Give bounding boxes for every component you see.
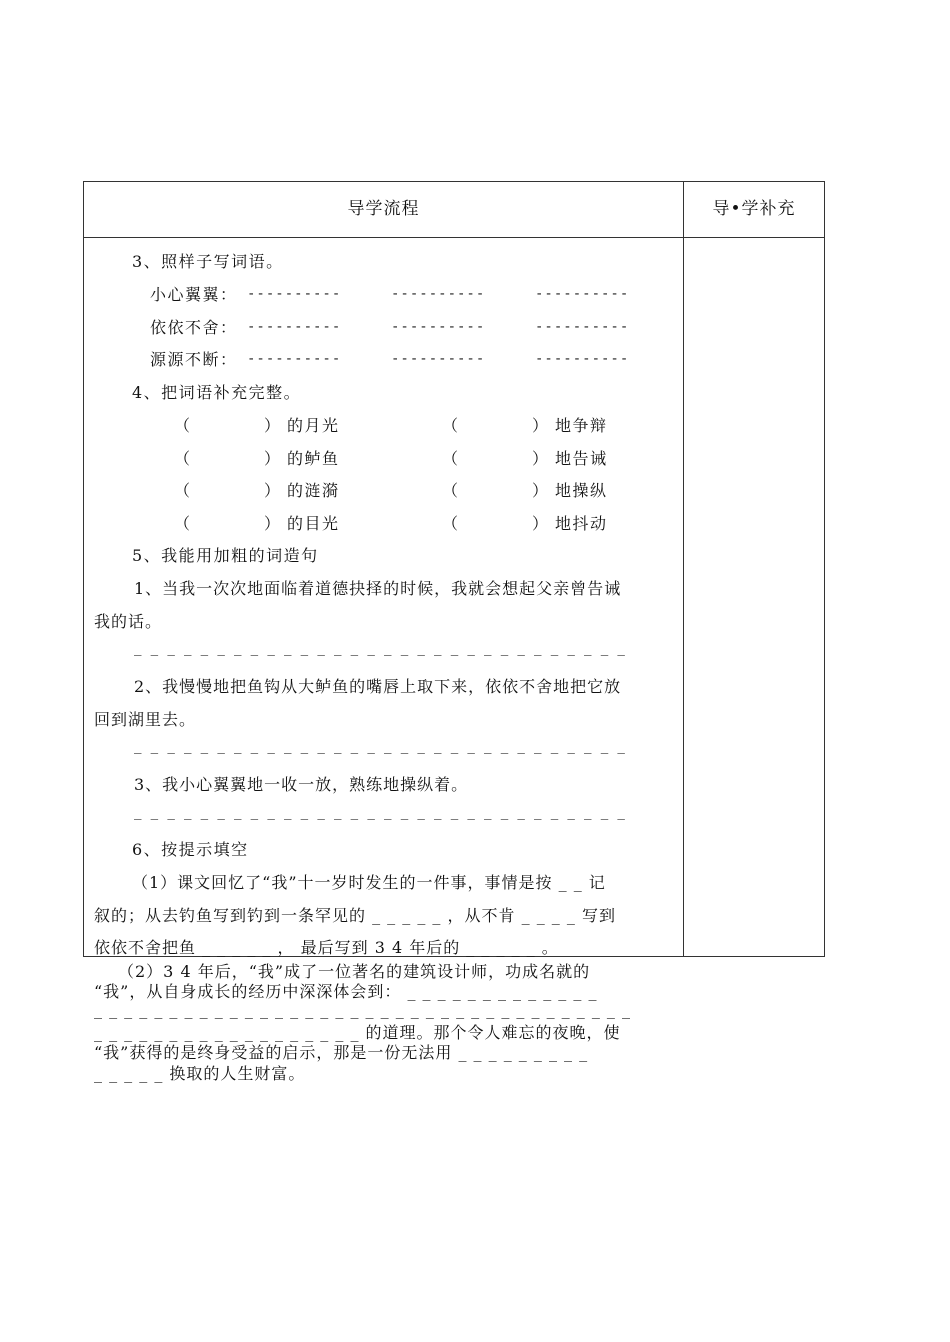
s3-blank-1c[interactable]: ---------- (535, 286, 630, 302)
column-divider (683, 182, 684, 956)
s6-p1-line2: 叙的；从去钓鱼写到钓到一条罕见的 _ _ _ _ _ ，从不肯 _ _ _ _ 写到 (94, 906, 616, 925)
s4-left-close-1: ） (264, 416, 282, 435)
s5-q1-line2: 我的话。 (94, 612, 163, 631)
s3-label-1: 小心翼翼： (150, 285, 238, 304)
s3-blank-2b[interactable]: ---------- (391, 319, 486, 335)
s5-q3-line1: 3、我小心翼翼地一收一放，熟练地操纵着。 (134, 775, 469, 794)
s5-q3-answer-line[interactable]: _ _ _ _ _ _ _ _ _ _ _ _ _ _ _ _ _ _ _ _ _ _ _ _ _ _ _ _ _ _ (134, 802, 628, 820)
s4-right-word-4: 地抖动 (555, 514, 608, 533)
s4-left-open-3: （ (174, 481, 192, 500)
s6-p2-line5: “我”获得的是终身受益的启示，那是一份无法用 _ _ _ _ _ _ _ _ _ (94, 1043, 589, 1062)
s4-right-open-1: （ (442, 416, 460, 435)
s3-blank-3a[interactable]: ---------- (247, 351, 342, 367)
s4-left-close-4: ） (264, 514, 282, 533)
s4-left-open-1: （ (174, 416, 192, 435)
s5-q2-answer-line[interactable]: _ _ _ _ _ _ _ _ _ _ _ _ _ _ _ _ _ _ _ _ _ _ _ _ _ _ _ _ _ _ (134, 736, 628, 754)
s6-p2-line1: （2）3 4 年后，“我”成了一位著名的建筑设计师，功成名就的 (118, 962, 591, 981)
header-main: 导学流程 (347, 199, 420, 219)
s4-right-open-3: （ (442, 481, 460, 500)
header-side: 导•学补充 (712, 199, 796, 219)
s6-p1-line1: （1）课文回忆了“我”十一岁时发生的一件事，事情是按 _ _ 记 (132, 873, 606, 892)
s4-left-word-2: 的鲈鱼 (287, 449, 340, 468)
s4-left-word-1: 的月光 (287, 416, 340, 435)
s4-left-close-3: ） (264, 481, 282, 500)
s3-blank-3b[interactable]: ---------- (391, 351, 486, 367)
section-6-title: 6、按提示填空 (132, 840, 249, 859)
s3-label-3: 源源不断： (150, 350, 238, 369)
s4-left-word-4: 的目光 (287, 514, 340, 533)
s3-blank-3c[interactable]: ---------- (535, 351, 630, 367)
s6-p2-line3: _ _ _ _ _ _ _ _ _ _ _ _ _ _ _ _ _ _ _ _ _ _ _ _ _ _ _ _ _ _ _ _ _ _ _ _ (94, 1000, 632, 1019)
s3-blank-2a[interactable]: ---------- (247, 319, 342, 335)
s3-blank-1b[interactable]: ---------- (391, 286, 486, 302)
s5-q1-line1: 1、当我一次次地面临着道德抉择的时候，我就会想起父亲曾告诫 (134, 579, 622, 598)
s6-p1-line3: 依依不舍把鱼 _ _ _ _ _ ， 最后写到 3 4 年后的 _ _ _ _ _ 。 (94, 938, 559, 957)
s4-left-open-4: （ (174, 514, 192, 533)
s4-right-open-2: （ (442, 449, 460, 468)
s4-right-word-2: 地告诫 (555, 449, 608, 468)
s4-right-word-1: 地争辩 (555, 416, 608, 435)
s5-q2-line1: 2、我慢慢地把鱼钩从大鲈鱼的嘴唇上取下来，依依不舍地把它放 (134, 677, 622, 696)
s4-left-open-2: （ (174, 449, 192, 468)
section-5-title: 5、我能用加粗的词造句 (132, 546, 319, 565)
s4-right-close-1: ） (532, 416, 550, 435)
s6-p2-line6: _ _ _ _ _ 换取的人生财富。 (94, 1064, 306, 1083)
s4-left-word-3: 的涟漪 (287, 481, 340, 500)
s4-left-close-2: ） (264, 449, 282, 468)
s3-blank-2c[interactable]: ---------- (535, 319, 630, 335)
s4-right-close-2: ） (532, 449, 550, 468)
s4-right-close-3: ） (532, 481, 550, 500)
s3-label-2: 依依不舍： (150, 318, 238, 337)
worksheet-table (83, 181, 825, 1083)
s3-blank-1a[interactable]: ---------- (247, 286, 342, 302)
s6-p2-line4: _ _ _ _ _ _ _ _ _ _ _ _ _ _ _ _ _ _ 的道理。那个令人难忘的夜晚，使 (94, 1023, 621, 1042)
section-3-title: 3、照样子写词语。 (132, 252, 284, 271)
s5-q1-answer-line[interactable]: _ _ _ _ _ _ _ _ _ _ _ _ _ _ _ _ _ _ _ _ _ _ _ _ _ _ _ _ _ _ (134, 638, 628, 656)
section-4-title: 4、把词语补充完整。 (132, 383, 302, 402)
s4-right-close-4: ） (532, 514, 550, 533)
s4-right-open-4: （ (442, 514, 460, 533)
s6-p2-line2: “我”，从自身成长的经历中深深体会到： _ _ _ _ _ _ _ _ _ _ _ _ _ (94, 982, 598, 1001)
s4-right-word-3: 地操纵 (555, 481, 608, 500)
header-divider (84, 237, 824, 238)
s5-q2-line2: 回到湖里去。 (94, 710, 197, 729)
